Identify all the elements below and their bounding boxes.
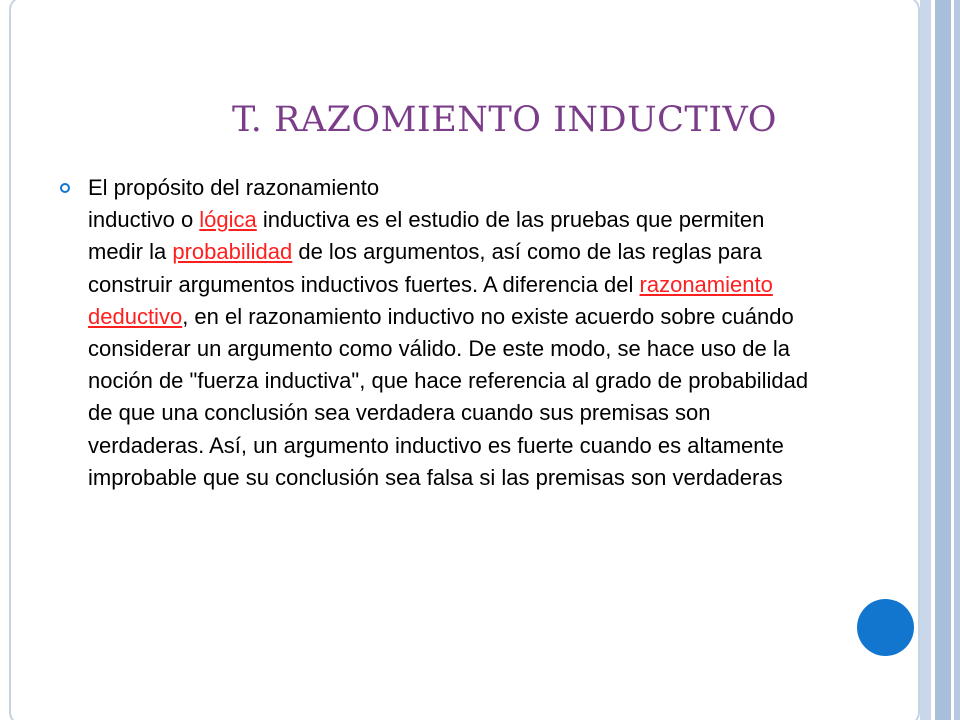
text-segment-2: inductivo o	[88, 207, 200, 233]
stripe-1	[920, 0, 931, 720]
ring-bullet-icon	[60, 183, 70, 193]
link-probabilidad[interactable]: probabilidad	[172, 239, 293, 265]
text-segment-1: El propósito del razonamiento	[88, 175, 380, 200]
stripe-3	[935, 0, 951, 720]
slide-title: T. RAZOMIENTO INDUCTIVO	[232, 100, 777, 140]
stripe-5	[954, 0, 960, 720]
text-segment-4: de los argumentos, así como de las reglas para construir argumentos inductivos fuertes. A diferencia del	[88, 239, 762, 297]
link-razonamiento-deductivo[interactable]: razonamiento deductivo	[88, 271, 773, 329]
link-logica[interactable]: lógica	[199, 207, 257, 233]
decorative-circle-icon	[857, 599, 914, 656]
right-edge-stripes	[920, 0, 960, 720]
text-segment-3: inductiva es el estudio de las pruebas que permiten medir la	[88, 207, 765, 265]
body-paragraph	[88, 172, 818, 494]
text-segment-5: , en el razonamiento inductivo no existe acuerdo sobre cuándo considerar un argumento como válido. De este modo, se hace uso de la noción de "fuerza inductiva", que hace referencia al grado de probabilidad de que una conclusión sea verdadera cuando sus premisas son verdaderas. Así, un argumento inductivo es fuerte cuando es altamente improbable que su conclusión sea falsa si las premisas son verdaderas	[88, 303, 809, 490]
